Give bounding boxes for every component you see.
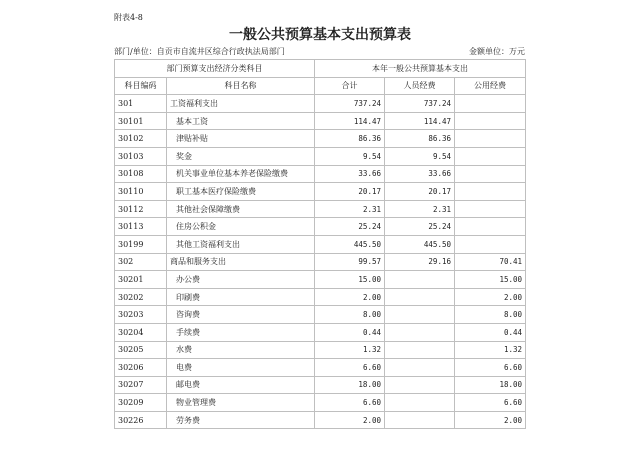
table-row	[115, 394, 526, 412]
cell-total: 445.50	[315, 235, 385, 253]
table-row	[115, 323, 526, 341]
cell-public: 15.00	[455, 271, 526, 289]
cell-personnel	[385, 306, 455, 324]
cell-personnel: 29.16	[385, 253, 455, 271]
department-label: 部门/单位：自贡市自流井区综合行政执法局部门	[114, 47, 285, 56]
cell-personnel	[385, 394, 455, 412]
cell-public: 18.00	[455, 376, 526, 394]
cell-public: 2.00	[455, 288, 526, 306]
cell-name: 商品和服务支出	[167, 253, 315, 271]
cell-code: 30101	[115, 112, 167, 130]
cell-name: 劳务费	[167, 411, 315, 429]
cell-public	[455, 130, 526, 148]
cell-total: 2.31	[315, 200, 385, 218]
cell-total: 25.24	[315, 218, 385, 236]
cell-total: 99.57	[315, 253, 385, 271]
cell-total: 15.00	[315, 271, 385, 289]
cell-public: 70.41	[455, 253, 526, 271]
cell-public	[455, 165, 526, 183]
header-basic-expenditure: 本年一般公共预算基本支出	[315, 60, 526, 78]
cell-public: 0.44	[455, 323, 526, 341]
cell-code: 30209	[115, 394, 167, 412]
cell-name: 工资福利支出	[167, 95, 315, 113]
cell-total: 114.47	[315, 112, 385, 130]
cell-name: 水费	[167, 341, 315, 359]
cell-code: 30108	[115, 165, 167, 183]
header-total: 合计	[315, 77, 385, 95]
cell-personnel: 114.47	[385, 112, 455, 130]
cell-personnel	[385, 341, 455, 359]
cell-name: 电费	[167, 359, 315, 377]
table-row	[115, 95, 526, 113]
table-row	[115, 288, 526, 306]
header-public: 公用经费	[455, 77, 526, 95]
cell-personnel: 33.66	[385, 165, 455, 183]
cell-personnel	[385, 359, 455, 377]
header-economic-classification: 部门预算支出经济分类科目	[115, 60, 315, 78]
cell-public	[455, 183, 526, 201]
cell-total: 20.17	[315, 183, 385, 201]
cell-code: 30112	[115, 200, 167, 218]
cell-code: 30199	[115, 235, 167, 253]
cell-code: 30206	[115, 359, 167, 377]
table-body	[115, 95, 526, 429]
cell-code: 30203	[115, 306, 167, 324]
cell-personnel: 20.17	[385, 183, 455, 201]
cell-name: 办公费	[167, 271, 315, 289]
cell-code: 30207	[115, 376, 167, 394]
header-name: 科目名称	[167, 77, 315, 95]
cell-name: 咨询费	[167, 306, 315, 324]
cell-personnel: 9.54	[385, 147, 455, 165]
table-row	[115, 376, 526, 394]
cell-name: 机关事业单位基本养老保险缴费	[167, 165, 315, 183]
cell-code: 301	[115, 95, 167, 113]
cell-total: 6.60	[315, 359, 385, 377]
cell-total: 1.32	[315, 341, 385, 359]
cell-total: 33.66	[315, 165, 385, 183]
cell-total: 18.00	[315, 376, 385, 394]
cell-name: 手续费	[167, 323, 315, 341]
cell-name: 其他工资福利支出	[167, 235, 315, 253]
cell-name: 津贴补贴	[167, 130, 315, 148]
table-row	[115, 218, 526, 236]
cell-code: 302	[115, 253, 167, 271]
cell-code: 30226	[115, 411, 167, 429]
cell-code: 30103	[115, 147, 167, 165]
cell-name: 物业管理费	[167, 394, 315, 412]
table-row	[115, 112, 526, 130]
cell-name: 基本工资	[167, 112, 315, 130]
cell-total: 8.00	[315, 306, 385, 324]
budget-table	[114, 59, 526, 429]
table-row	[115, 200, 526, 218]
cell-personnel	[385, 376, 455, 394]
cell-code: 30201	[115, 271, 167, 289]
cell-public: 2.00	[455, 411, 526, 429]
table-row	[115, 147, 526, 165]
table-row	[115, 183, 526, 201]
cell-personnel: 737.24	[385, 95, 455, 113]
cell-public	[455, 95, 526, 113]
cell-personnel	[385, 323, 455, 341]
cell-personnel: 25.24	[385, 218, 455, 236]
header-personnel: 人员经费	[385, 77, 455, 95]
table-row	[115, 130, 526, 148]
cell-code: 30113	[115, 218, 167, 236]
cell-code: 30204	[115, 323, 167, 341]
table-row	[115, 271, 526, 289]
cell-total: 737.24	[315, 95, 385, 113]
cell-total: 9.54	[315, 147, 385, 165]
table-row	[115, 165, 526, 183]
page-label: 附表4-8	[114, 13, 143, 22]
header-column-row	[115, 77, 526, 95]
header-code: 科目编码	[115, 77, 167, 95]
cell-code: 30205	[115, 341, 167, 359]
cell-total: 2.00	[315, 411, 385, 429]
table-row	[115, 235, 526, 253]
cell-personnel	[385, 271, 455, 289]
cell-public: 6.60	[455, 359, 526, 377]
cell-name: 奖金	[167, 147, 315, 165]
cell-code: 30102	[115, 130, 167, 148]
cell-personnel	[385, 288, 455, 306]
cell-public	[455, 235, 526, 253]
cell-personnel: 86.36	[385, 130, 455, 148]
table-row	[115, 411, 526, 429]
header-group-row	[115, 60, 526, 78]
table-row	[115, 306, 526, 324]
cell-public: 1.32	[455, 341, 526, 359]
cell-name: 邮电费	[167, 376, 315, 394]
cell-name: 住房公积金	[167, 218, 315, 236]
cell-total: 6.60	[315, 394, 385, 412]
table-row	[115, 341, 526, 359]
cell-name: 其他社会保障缴费	[167, 200, 315, 218]
cell-public	[455, 218, 526, 236]
cell-personnel: 445.50	[385, 235, 455, 253]
table-row	[115, 359, 526, 377]
cell-personnel: 2.31	[385, 200, 455, 218]
cell-public: 6.60	[455, 394, 526, 412]
cell-total: 0.44	[315, 323, 385, 341]
cell-code: 30202	[115, 288, 167, 306]
cell-public	[455, 112, 526, 130]
cell-name: 印刷费	[167, 288, 315, 306]
cell-total: 2.00	[315, 288, 385, 306]
cell-public	[455, 200, 526, 218]
unit-label: 金额单位：万元	[469, 47, 525, 56]
cell-name: 职工基本医疗保险缴费	[167, 183, 315, 201]
cell-public	[455, 147, 526, 165]
page-title: 一般公共预算基本支出预算表	[229, 27, 411, 43]
cell-public: 8.00	[455, 306, 526, 324]
cell-total: 86.36	[315, 130, 385, 148]
cell-personnel	[385, 411, 455, 429]
table-row	[115, 253, 526, 271]
cell-code: 30110	[115, 183, 167, 201]
